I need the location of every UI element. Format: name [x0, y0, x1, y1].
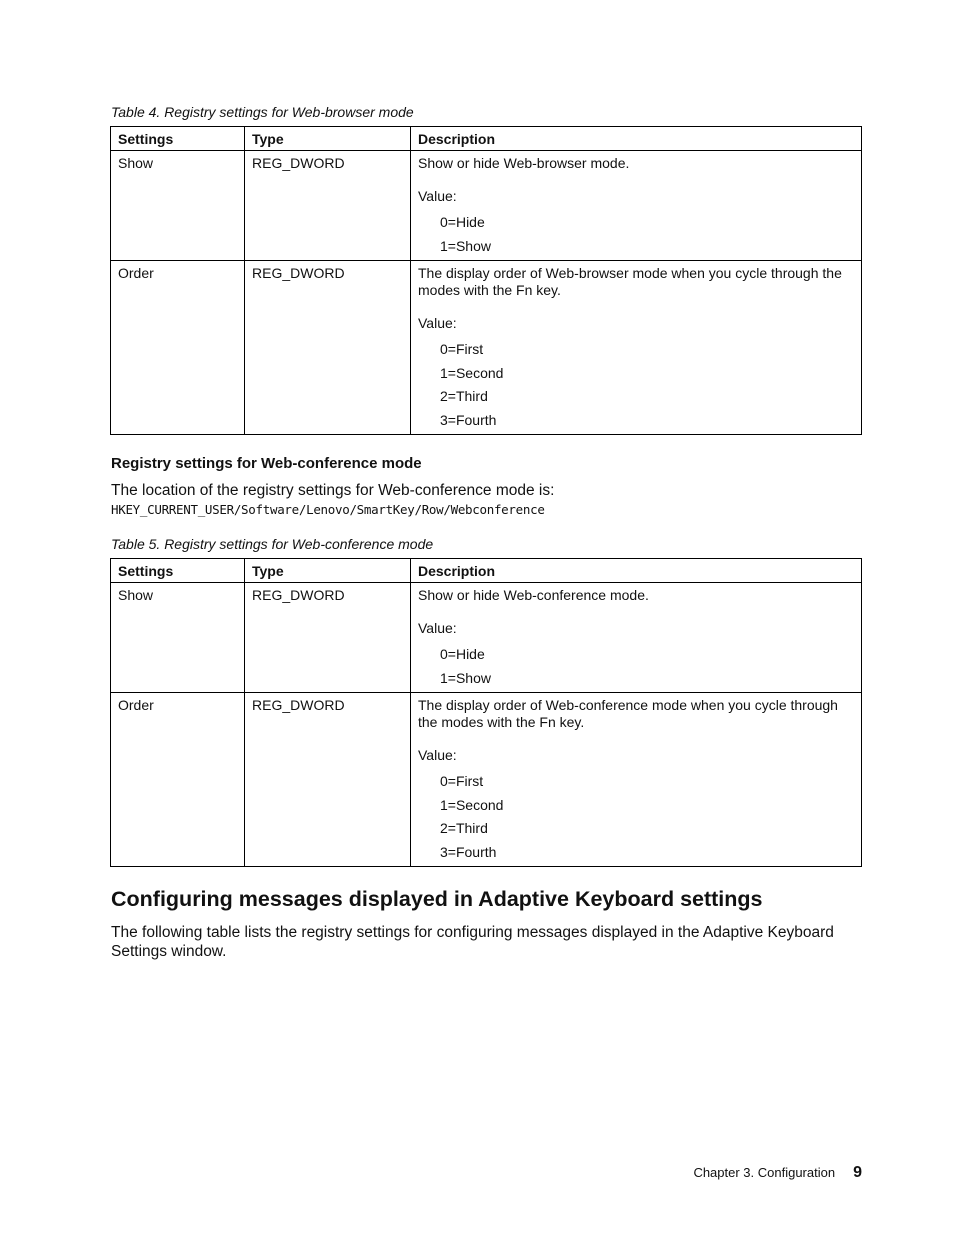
table4-caption: Table 4. Registry settings for Web-browser mode	[111, 104, 414, 120]
type-cell: REG_DWORD	[245, 583, 411, 693]
value-item: 0=Hide	[440, 646, 485, 662]
description-text: Show or hide Web-conference mode.	[418, 587, 649, 603]
value-item: 1=Show	[440, 669, 491, 686]
description-text: Show or hide Web-browser mode.	[418, 155, 630, 171]
value-item: 0=Hide	[440, 214, 485, 230]
table-row	[111, 693, 862, 867]
table-row	[111, 151, 862, 261]
header-description: Description	[411, 559, 862, 583]
value-list	[418, 338, 854, 432]
value-item: 1=Show	[440, 237, 491, 254]
header-settings: Settings	[111, 127, 245, 151]
webconf-intro-text: The location of the registry settings for Web-conference mode is:	[111, 482, 555, 499]
webconf-heading: Registry settings for Web-conference mode	[111, 455, 422, 472]
table4	[110, 126, 862, 435]
setting-cell: Order	[111, 693, 245, 867]
value-label: Value:	[418, 620, 457, 636]
type-cell: REG_DWORD	[245, 693, 411, 867]
description-text: The display order of Web-browser mode when you cycle through the modes with the Fn key.	[418, 265, 842, 298]
value-list	[418, 643, 854, 690]
section-body: The following table lists the registry settings for configuring messages displayed in the Adaptive Keyboard Settings window.	[111, 924, 834, 960]
value-list	[418, 211, 854, 258]
value-item: 2=Third	[440, 388, 488, 404]
value-label: Value:	[418, 747, 457, 763]
value-item: 3=Fourth	[440, 843, 497, 860]
registry-path: HKEY_CURRENT_USER/Software/Lenovo/SmartKey/Row/Webconference	[111, 502, 545, 517]
page-number: 9	[853, 1164, 862, 1181]
footer-chapter: Chapter 3. Configuration	[693, 1165, 836, 1180]
value-label: Value:	[418, 188, 457, 204]
table5-caption: Table 5. Registry settings for Web-conference mode	[111, 536, 434, 552]
header-settings: Settings	[111, 559, 245, 583]
value-item: 1=Second	[440, 364, 504, 381]
type-cell: REG_DWORD	[245, 261, 411, 435]
setting-cell: Show	[111, 151, 245, 261]
header-type: Type	[245, 559, 411, 583]
description-cell	[411, 583, 862, 693]
value-item: 2=Third	[440, 820, 488, 836]
value-item: 1=Second	[440, 796, 504, 813]
description-cell	[411, 151, 862, 261]
table-header-row	[111, 127, 862, 151]
description-cell	[411, 693, 862, 867]
table-row	[111, 261, 862, 435]
description-cell	[411, 261, 862, 435]
table-header-row	[111, 559, 862, 583]
value-item: 0=First	[440, 773, 484, 789]
page-footer	[693, 1164, 862, 1182]
value-list	[418, 770, 854, 864]
type-cell: REG_DWORD	[245, 151, 411, 261]
table5	[110, 558, 862, 867]
value-item: 3=Fourth	[440, 411, 497, 428]
section-heading: Configuring messages displayed in Adaptive Keyboard settings	[111, 887, 763, 911]
value-label: Value:	[418, 315, 457, 331]
header-type: Type	[245, 127, 411, 151]
header-description: Description	[411, 127, 862, 151]
setting-cell: Show	[111, 583, 245, 693]
value-item: 0=First	[440, 341, 484, 357]
description-text: The display order of Web-conference mode when you cycle through the modes with the Fn key.	[418, 697, 838, 730]
table-row	[111, 583, 862, 693]
setting-cell: Order	[111, 261, 245, 435]
webconf-intro	[111, 481, 863, 519]
